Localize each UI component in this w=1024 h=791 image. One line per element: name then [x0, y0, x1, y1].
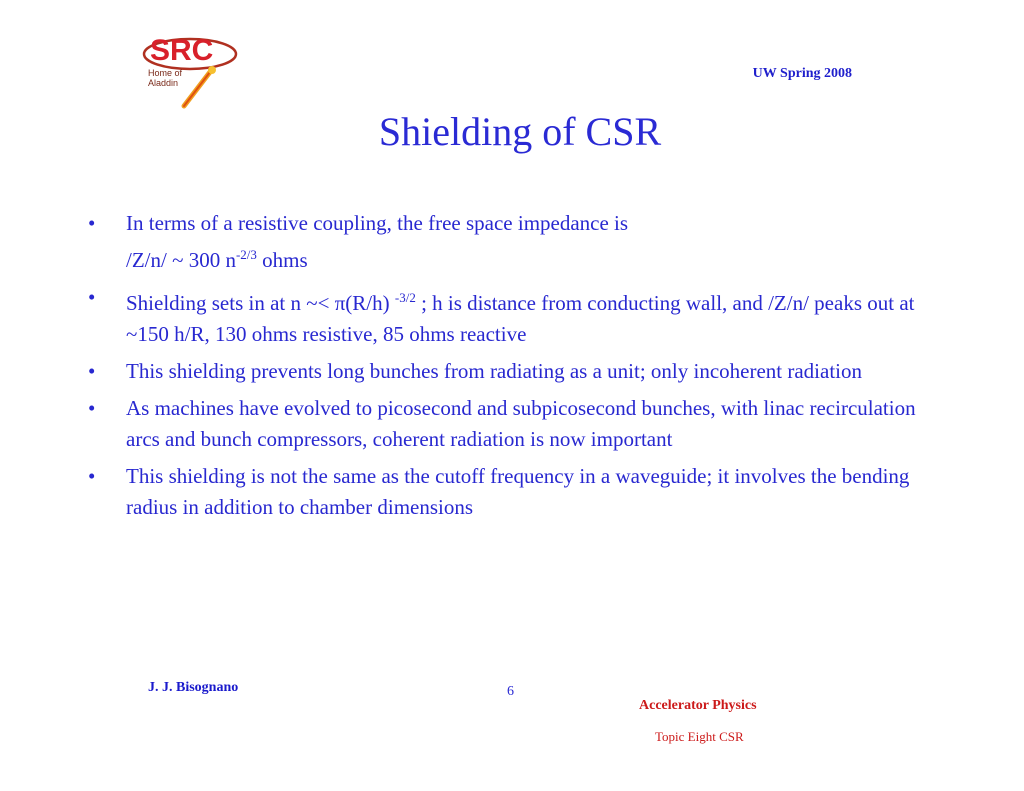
bullet-marker: •: [88, 396, 96, 420]
bullet-text-formula: /Z/n/ ~ 300 n: [126, 248, 236, 272]
slide-title: Shielding of CSR: [378, 109, 662, 154]
bullet-text: This shielding is not the same as the cutoff frequency in a waveguide; it involves the bending radius in addition to chamber dimensions: [126, 464, 910, 519]
logo-wordmark: SRC: [150, 34, 214, 67]
bullet-text: In terms of a resistive coupling, the free space impedance is: [126, 211, 629, 235]
author-name: J. J. Bisognano: [148, 680, 239, 695]
logo-tagline: [148, 68, 182, 88]
logo-tagline-line1: Home of: [148, 68, 183, 78]
bullet-text: This shielding prevents long bunches from radiating as a unit; only incoherent radiation: [126, 359, 862, 383]
page-number: 6: [507, 684, 514, 699]
bullet-item: [88, 393, 938, 455]
bullet-marker: •: [88, 464, 96, 488]
term-label: UW Spring 2008: [752, 66, 852, 81]
bullet-exponent: -3/2: [394, 290, 416, 305]
src-logo: [140, 36, 244, 110]
logo-tagline-line2: Aladdin: [148, 78, 179, 88]
bullet-item: [88, 461, 938, 523]
bullet-text-cont: ; h is distance from conducting wall, and /Z/n/ peaks out at ~150 h/R, 130 ohms resistive, 85 ohms reactive: [126, 291, 915, 346]
bullet-marker: •: [88, 359, 96, 383]
bullet-marker: •: [88, 285, 96, 309]
bullet-marker: •: [88, 211, 96, 235]
course-name: Accelerator Physics: [639, 698, 757, 713]
bullet-list: [88, 208, 938, 529]
bullet-text: Shielding sets in at n ~< π(R/h): [126, 291, 395, 315]
bullet-text-unit: ohms: [256, 248, 308, 272]
bullet-item: [88, 282, 938, 350]
bullet-text: As machines have evolved to picosecond and subpicosecond bunches, with linac recirculation arcs and bunch compressors, coherent radiation is now important: [126, 396, 916, 451]
bullet-item: [88, 208, 938, 276]
bullet-exponent: -2/3: [235, 247, 257, 262]
topic-label: Topic Eight CSR: [655, 729, 744, 744]
bullet-item: [88, 356, 938, 387]
